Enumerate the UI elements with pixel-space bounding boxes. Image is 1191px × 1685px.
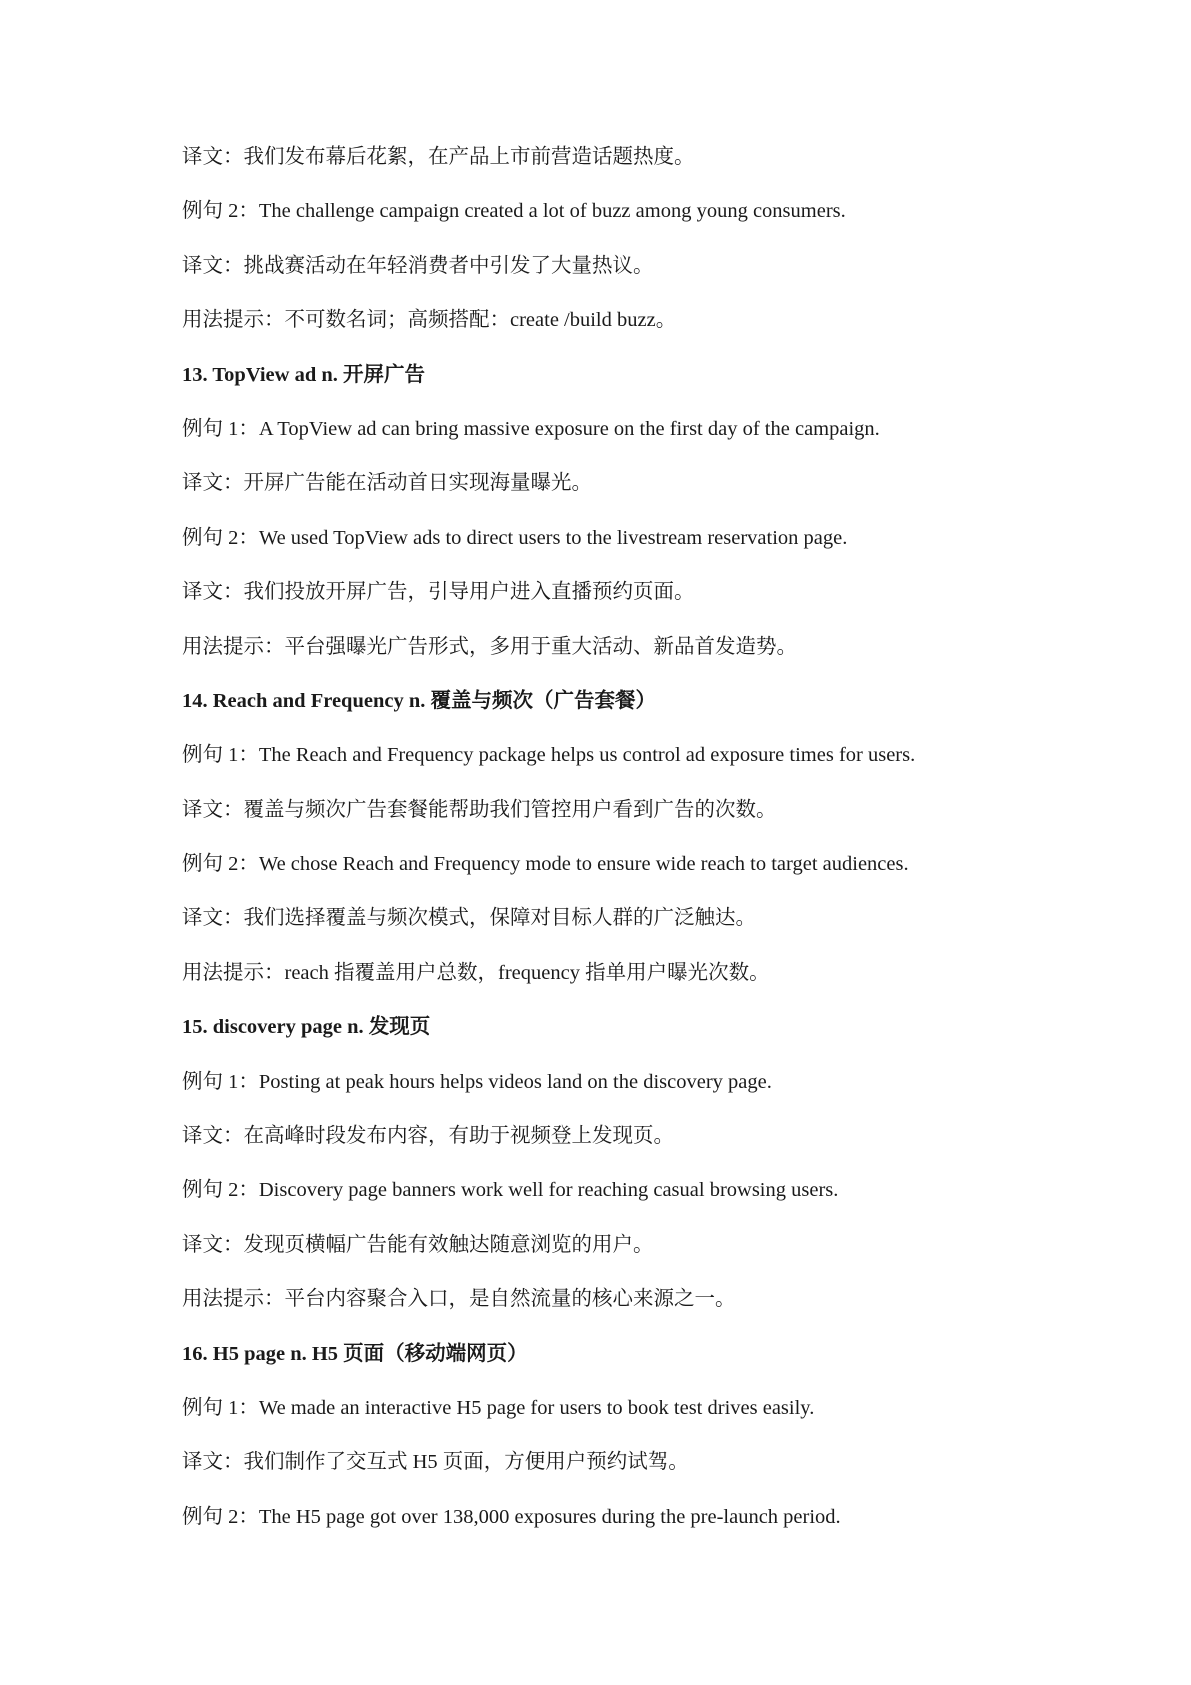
body-line: 用法提示：平台强曝光广告形式，多用于重大活动、新品首发造势。: [182, 635, 797, 658]
term-heading: 15. discovery page n. 发现页: [182, 1016, 431, 1039]
body-line: 例句 2：We chose Reach and Frequency mode to ensure wide reach to target audiences.: [182, 853, 909, 876]
document-body: [182, 140, 1082, 1554]
body-line: 例句 2：We used TopView ads to direct users to the livestream reservation page.: [182, 526, 848, 549]
body-line: 例句 1：We made an interactive H5 page for users to book test drives easily.: [182, 1396, 815, 1419]
body-line: 例句 2：The challenge campaign created a lot of buzz among young consumers.: [182, 200, 846, 223]
body-line: 译文：发现页横幅广告能有效触达随意浏览的用户。: [182, 1233, 654, 1256]
body-line: 译文：我们制作了交互式 H5 页面，方便用户预约试驾。: [182, 1451, 689, 1474]
body-line: 用法提示：平台内容聚合入口，是自然流量的核心来源之一。: [182, 1288, 736, 1311]
term-heading: 13. TopView ad n. 开屏广告: [182, 363, 426, 386]
body-line: 译文：挑战赛活动在年轻消费者中引发了大量热议。: [182, 254, 654, 277]
body-line: 译文：开屏广告能在活动首日实现海量曝光。: [182, 472, 592, 495]
body-line: 译文：我们发布幕后花絮，在产品上市前营造话题热度。: [182, 146, 695, 168]
body-line: 例句 1：The Reach and Frequency package helps us control ad exposure times for users.: [182, 744, 916, 767]
term-heading: 16. H5 page n. H5 页面（移动端网页）: [182, 1342, 528, 1365]
body-line: 译文：在高峰时段发布内容，有助于视频登上发现页。: [182, 1125, 674, 1148]
body-line: 用法提示：reach 指覆盖用户总数，frequency 指单用户曝光次数。: [182, 961, 770, 984]
body-line: 例句 2：Discovery page banners work well for reaching casual browsing users.: [182, 1179, 839, 1202]
term-heading: 14. Reach and Frequency n. 覆盖与频次（广告套餐）: [182, 689, 656, 712]
body-line: 译文：我们投放开屏广告，引导用户进入直播预约页面。: [182, 581, 695, 604]
body-line: 例句 1：A TopView ad can bring massive exposure on the first day of the campaign.: [182, 417, 880, 440]
body-line: 例句 2：The H5 page got over 138,000 exposures during the pre-launch period.: [182, 1505, 841, 1528]
body-line: 例句 1：Posting at peak hours helps videos land on the discovery page.: [182, 1070, 772, 1093]
body-line: 用法提示：不可数名词；高频搭配：create /build buzz。: [182, 309, 677, 332]
body-line: 译文：覆盖与频次广告套餐能帮助我们管控用户看到广告的次数。: [182, 798, 777, 821]
body-line: 译文：我们选择覆盖与频次模式，保障对目标人群的广泛触达。: [182, 907, 756, 930]
